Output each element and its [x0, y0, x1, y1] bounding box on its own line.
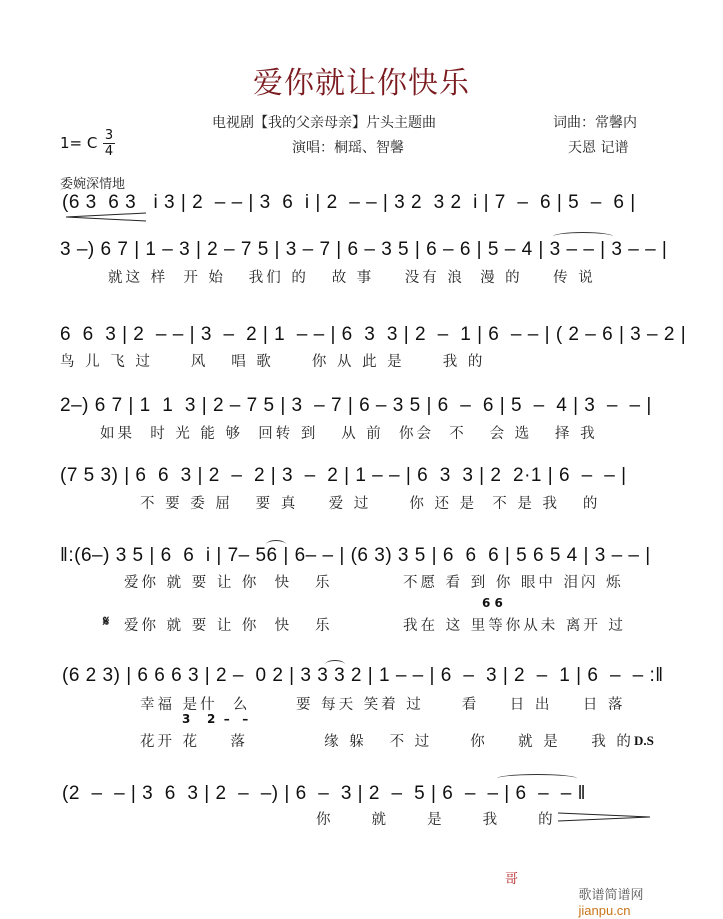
key-signature: 1= C: [60, 134, 98, 152]
variant-notes-6: 6 6: [482, 596, 503, 610]
lyrics-line-8: 你 就 是 我 的: [316, 812, 556, 828]
tie-mark: [553, 232, 613, 241]
watermark: [572, 868, 644, 919]
score-line-6: ‖:(6–) 3 5 | 6 6 i | 7– 56 | 6– – | (6 3) 3 5 | 6 6 6 | 5 6 5 4 | 3 – – |: [60, 545, 651, 566]
score-line-1: (6 3 6 3 i 3 | 2 – – | 3 6 i | 2 – – | 3 2 3 2 i | 7 – 6 | 5 – 6 |: [62, 192, 636, 213]
watermark-domain: jianpu.cn: [578, 903, 631, 918]
fermata-arc: [266, 540, 286, 549]
segno-icon: 𝄋: [103, 614, 113, 630]
lyrics-line-7a: 幸福 是什 么 要 每天 笑着 过 看 日 出 日 落: [140, 697, 626, 713]
tie-mark: [497, 774, 577, 783]
song-title: 爱你就让你快乐: [253, 66, 470, 101]
decrescendo-icon: [66, 212, 146, 222]
score-line-7: (6 2 3) | 6 6 6 3 | 2 – 0 2 | 3 3 3 2 | 1 – – | 6 – 3 | 2 – 1 | 6 – – :‖: [62, 665, 664, 686]
lyrics-line-6a: 爱你 就 要 让 你 快 乐: [124, 575, 333, 591]
dal-segno-marking: D.S: [634, 733, 654, 748]
score-line-8: (2 – – | 3 6 3 | 2 – –) | 6 – 3 | 2 – 5 | 6 – – | 6 – – ‖: [62, 783, 586, 804]
decrescendo-icon: [558, 812, 650, 822]
score-line-4: 2–) 6 7 | 1 1 3 | 2 – 7 5 | 3 – 7 | 6 – 3 5 | 6 – 6 | 5 – 4 | 3 – – |: [60, 395, 652, 416]
tie-mark: [325, 660, 345, 669]
singers-credit: 演唱：桐瑶、智馨: [292, 140, 404, 156]
expression-marking: 委婉深情地: [60, 177, 126, 192]
lyrics-line-4: 如果 时 光 能 够 回转 到 从 前 你会 不 会 选 择 我: [100, 426, 598, 442]
transcriber-credit: 天恩 记谱: [568, 140, 629, 156]
lyrics-line-2: 就这 样 开 始 我们 的 故 事 没有 浪 漫 的 传 说: [108, 270, 596, 286]
variant-notes-7: 3 2 – –: [182, 712, 249, 726]
lyrics-line-7b: 花开 花 落 缘 躲 不 过 你 就 是 我 的: [140, 734, 634, 750]
composer-credit: 词曲：常馨内: [553, 115, 637, 131]
song-subtitle: 电视剧【我的父亲母亲】片头主题曲: [212, 115, 436, 131]
lyrics-line-6c: 爱你 就 要 让 你 快 乐: [124, 618, 333, 634]
score-line-3: 6 6 3 | 2 – – | 3 – 2 | 1 – – | 6 3 3 | 2 – 1 | 6 – – | ( 2 – 6 | 3 – 2 |: [60, 324, 687, 345]
lyrics-line-6b: 不愿 看 到 你 眼中 泪闪 烁: [403, 575, 624, 591]
time-signature: [103, 129, 115, 158]
score-line-2: 3 –) 6 7 | 1 – 3 | 2 – 7 5 | 3 – 7 | 6 – 3 5 | 6 – 6 | 5 – 4 | 3 – – | 3 – – |: [60, 239, 668, 260]
score-line-5: (7 5 3) | 6 6 3 | 2 – 2 | 3 – 2 | 1 – – | 6 3 3 | 2 2·1 | 6 – – |: [60, 465, 627, 486]
watermark-mark: 哥: [505, 872, 519, 887]
lyrics-line-5: 不 要 委 屈 要 真 爱 过 你 还 是 不 是 我 的: [140, 496, 601, 512]
lyrics-line-3: 鸟 儿 飞 过 风 唱 歌 你 从 此 是 我 的: [60, 354, 486, 370]
lyrics-line-6d: 我在 这 里等你从未 离开 过: [403, 618, 626, 634]
time-signature-top: 3: [104, 128, 114, 143]
watermark-site: 歌谱简谱网: [578, 887, 644, 902]
time-signature-bottom: 4: [104, 144, 114, 159]
